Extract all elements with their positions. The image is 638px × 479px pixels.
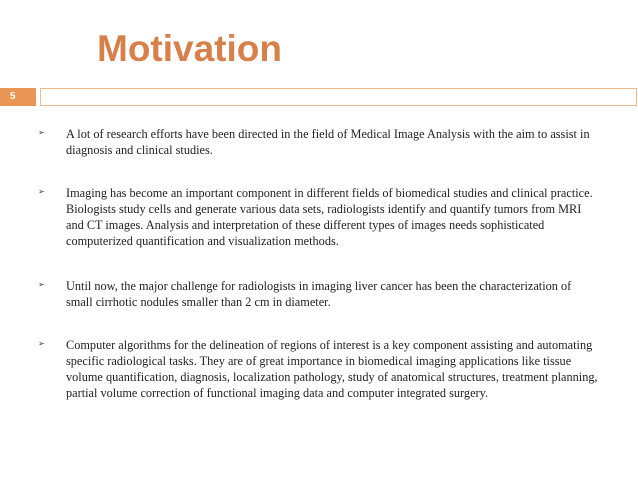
bullet-item	[38, 185, 598, 249]
arrowhead-bullet-icon: ➢	[38, 339, 45, 348]
arrowhead-bullet-icon: ➢	[38, 280, 45, 289]
bullet-item	[38, 126, 598, 158]
arrowhead-bullet-icon: ➢	[38, 187, 45, 196]
page-number-badge: 5	[0, 88, 36, 106]
bullet-text: Imaging has become an important component in different fields of biomedical studies and clinical practice. Biologists study cells and generate various data sets, radiologists identify and quantify tumors from MRI and CT images. Analysis and interpretation of these different types of images needs sophisticated computerized quantification and visualization methods.	[66, 186, 593, 248]
header-bar	[40, 88, 637, 106]
bullet-text: Until now, the major challenge for radiologists in imaging liver cancer has been the characterization of small cirrhotic nodules smaller than 2 cm in diameter.	[66, 279, 572, 309]
bullet-text: Computer algorithms for the delineation of regions of interest is a key component assisting and automating specific radiological tasks. They are of great importance in biomedical imaging applications like tissue volume quantification, diagnosis, localization pathology, study of anatomical structures, treatment planning, partial volume correction of functional imaging data and computer integrated surgery.	[66, 338, 598, 400]
bullet-item	[38, 337, 598, 401]
bullet-text: A lot of research efforts have been directed in the field of Medical Image Analysis with the aim to assist in diagnosis and clinical studies.	[66, 127, 590, 157]
bullet-item	[38, 278, 598, 310]
arrowhead-bullet-icon: ➢	[38, 128, 45, 137]
slide-title: Motivation	[97, 28, 282, 69]
